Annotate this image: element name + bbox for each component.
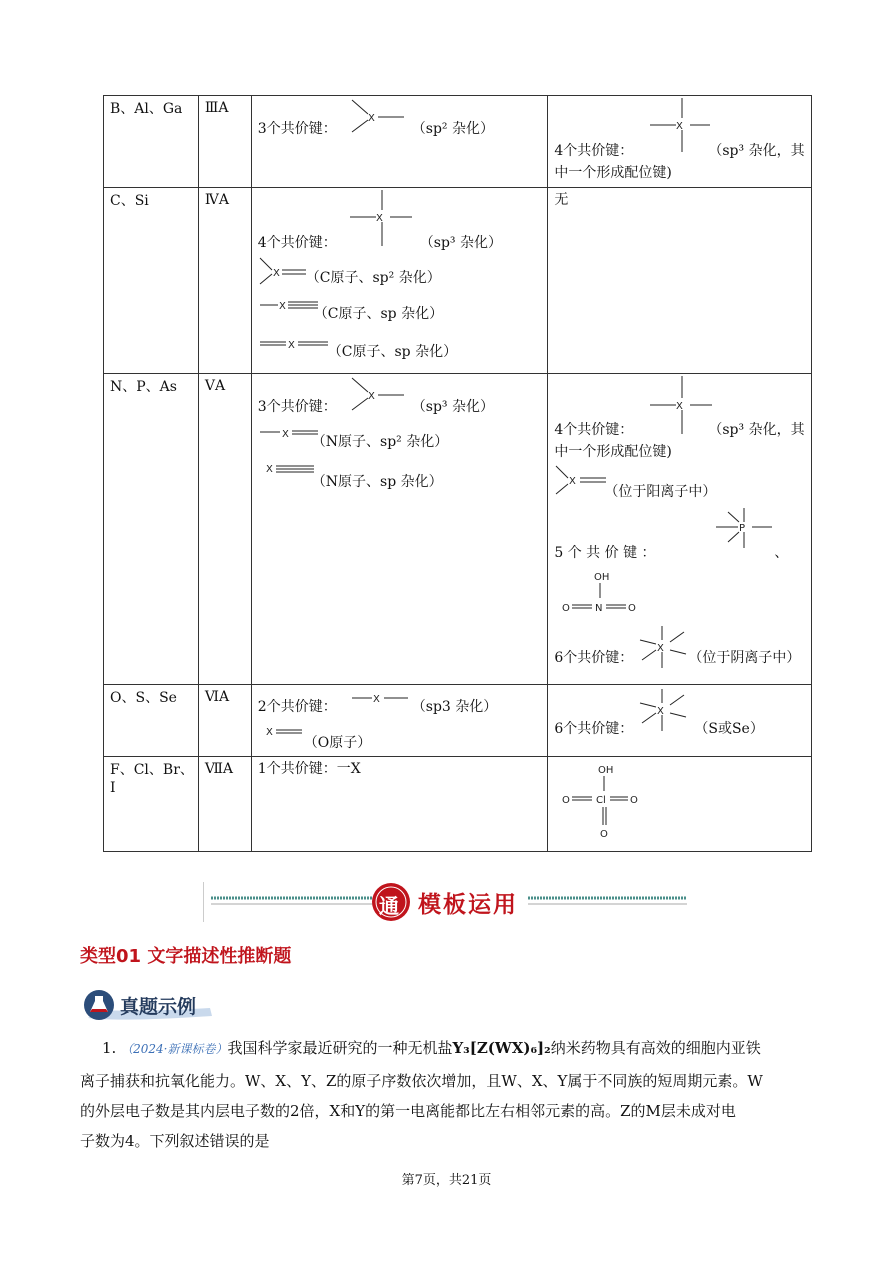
svg-text:X: X xyxy=(272,268,280,279)
pentavalent-p-structure-icon xyxy=(714,506,776,550)
svg-text:X: X xyxy=(676,401,684,412)
trigonal-pyramidal-structure-icon xyxy=(348,376,418,416)
row3-c4-label: 4个共价键： xyxy=(554,422,634,438)
elements-halogens: F、Cl、Br、I xyxy=(110,762,194,796)
row3-c4-note2: 中一个形成配位键) xyxy=(554,444,672,460)
question-text-2: 纳米药物具有高效的细胞内亚铁 xyxy=(550,1039,761,1057)
svg-text:X: X xyxy=(281,429,289,440)
row4-c3-note: （sp3 杂化） xyxy=(411,699,498,715)
page-footer: 第7页，共21页 xyxy=(401,1173,492,1188)
valence-table xyxy=(103,95,812,852)
trigonal-structure-icon xyxy=(348,98,418,138)
row2-c3-note: （sp³ 杂化） xyxy=(419,235,502,251)
nitric-acid-structure-icon xyxy=(562,570,642,618)
svg-text:O: O xyxy=(562,603,571,614)
question-line-3: 的外层电子数是其内层电子数的2倍，X和Y的第一电离能都比左右相邻元素的高。Z的M层未成对电 xyxy=(80,1102,736,1120)
group-5a: ⅤA xyxy=(204,378,226,394)
badge-label: 真题示例 xyxy=(120,996,197,1018)
svg-text:O: O xyxy=(562,795,571,806)
group-4a: ⅣA xyxy=(204,192,229,208)
elements-b-al-ga: B、Al、Ga xyxy=(110,101,183,117)
row5-c3-label: 1个共价键：一X xyxy=(257,761,361,777)
svg-text:P: P xyxy=(739,523,746,534)
row4-c3-n2: （O原子） xyxy=(303,735,372,751)
octahedral-structure-icon xyxy=(638,624,690,670)
elements-c-si: C、Si xyxy=(110,193,149,209)
row2-c4-none: 无 xyxy=(554,192,569,208)
row2-c3-n3: （C原子、sp 杂化） xyxy=(313,306,444,322)
svg-text:X: X xyxy=(372,694,380,705)
banner-title: 模板运用 xyxy=(418,892,518,918)
row4-c4-note: （S或Se） xyxy=(694,721,764,737)
row3-c4-n6: （位于阴离子中） xyxy=(688,650,801,666)
row2-c3-label: 4个共价键： xyxy=(257,235,337,251)
row3-c4-l5: 5 个 共 价 键 ： xyxy=(554,545,656,561)
group-3a: ⅢA xyxy=(204,100,229,116)
svg-text:X: X xyxy=(367,113,375,124)
row2-c3-n2: （C原子、sp² 杂化） xyxy=(305,270,441,286)
svg-text:X: X xyxy=(367,391,375,402)
row3-c4-n2: （位于阳离子中） xyxy=(604,484,717,500)
svg-text:X: X xyxy=(265,464,273,475)
svg-text:X: X xyxy=(657,706,665,717)
svg-text:X: X xyxy=(265,727,273,738)
row2-c3-n4: （C原子、sp 杂化） xyxy=(327,344,458,360)
row1-c3-note: （sp² 杂化） xyxy=(411,121,494,137)
row3-c4-sep: 、 xyxy=(774,545,789,561)
row4-c4-label: 6个共价键： xyxy=(554,721,634,737)
svg-text:X: X xyxy=(375,213,383,224)
section-heading: 类型01 文字描述性推断题 xyxy=(80,946,292,967)
octahedral-structure-icon xyxy=(638,687,690,733)
svg-text:OH: OH xyxy=(598,765,614,776)
group-7a: ⅦA xyxy=(204,761,234,777)
row3-c3-note: （sp³ 杂化） xyxy=(411,399,494,415)
question-line-2: 离子捕获和抗氧化能力。W、X、Y、Z的原子序数依次增加，且W、X、Y属于不同族的短周期元素。W xyxy=(80,1072,763,1090)
question-text-1: 我国科学家最近研究的一种无机盐 xyxy=(227,1039,453,1057)
question-line-4: 子数为4。下列叙述错误的是 xyxy=(80,1132,270,1150)
svg-text:X: X xyxy=(676,121,684,132)
svg-text:O: O xyxy=(630,795,639,806)
row4-c3-label: 2个共价键： xyxy=(257,699,337,715)
svg-text:X: X xyxy=(569,476,577,487)
svg-text:X: X xyxy=(657,643,665,654)
question-line-1 xyxy=(80,1034,810,1064)
row1-c3-label: 3个共价键： xyxy=(257,121,337,137)
row3-c3-n3: （N原子、sp 杂化） xyxy=(311,474,443,490)
question-source: （2024·新课标卷） xyxy=(121,1042,228,1056)
svg-text:OH: OH xyxy=(594,572,610,583)
bent-structure-icon xyxy=(350,689,414,709)
row3-c3-label: 3个共价键： xyxy=(257,399,337,415)
svg-text:O: O xyxy=(628,603,637,614)
row1-c4-note: （sp³ 杂化，其 xyxy=(708,143,805,159)
row1-c4-label: 4个共价键： xyxy=(554,143,634,159)
question-formula: Y₃[Z(WX)₆]₂ xyxy=(452,1039,551,1057)
row3-c3-n2: （N原子、sp² 杂化） xyxy=(311,434,449,450)
template-application-banner xyxy=(203,880,689,924)
perchloric-acid-structure-icon xyxy=(562,763,642,843)
svg-text:X: X xyxy=(278,301,286,312)
elements-o-s-se: O、S、Se xyxy=(110,690,177,706)
svg-text:X: X xyxy=(287,340,295,351)
banner-icon-char: 通 xyxy=(379,894,399,918)
question-number: 1. xyxy=(102,1039,117,1057)
elements-n-p-as: N、P、As xyxy=(110,379,177,395)
cumulated-double-bond-structure-icon xyxy=(258,334,334,354)
svg-text:O: O xyxy=(600,829,609,840)
svg-text:N: N xyxy=(595,603,603,614)
row3-c4-note: （sp³ 杂化，其 xyxy=(708,422,805,438)
group-6a: ⅥA xyxy=(204,689,230,705)
row3-c4-l6: 6个共价键： xyxy=(554,650,634,666)
svg-text:Cl: Cl xyxy=(596,795,607,806)
real-question-badge xyxy=(82,988,214,1022)
tetrahedral-structure-icon xyxy=(348,190,418,248)
row1-c4-note2: 中一个形成配位键) xyxy=(554,165,672,181)
